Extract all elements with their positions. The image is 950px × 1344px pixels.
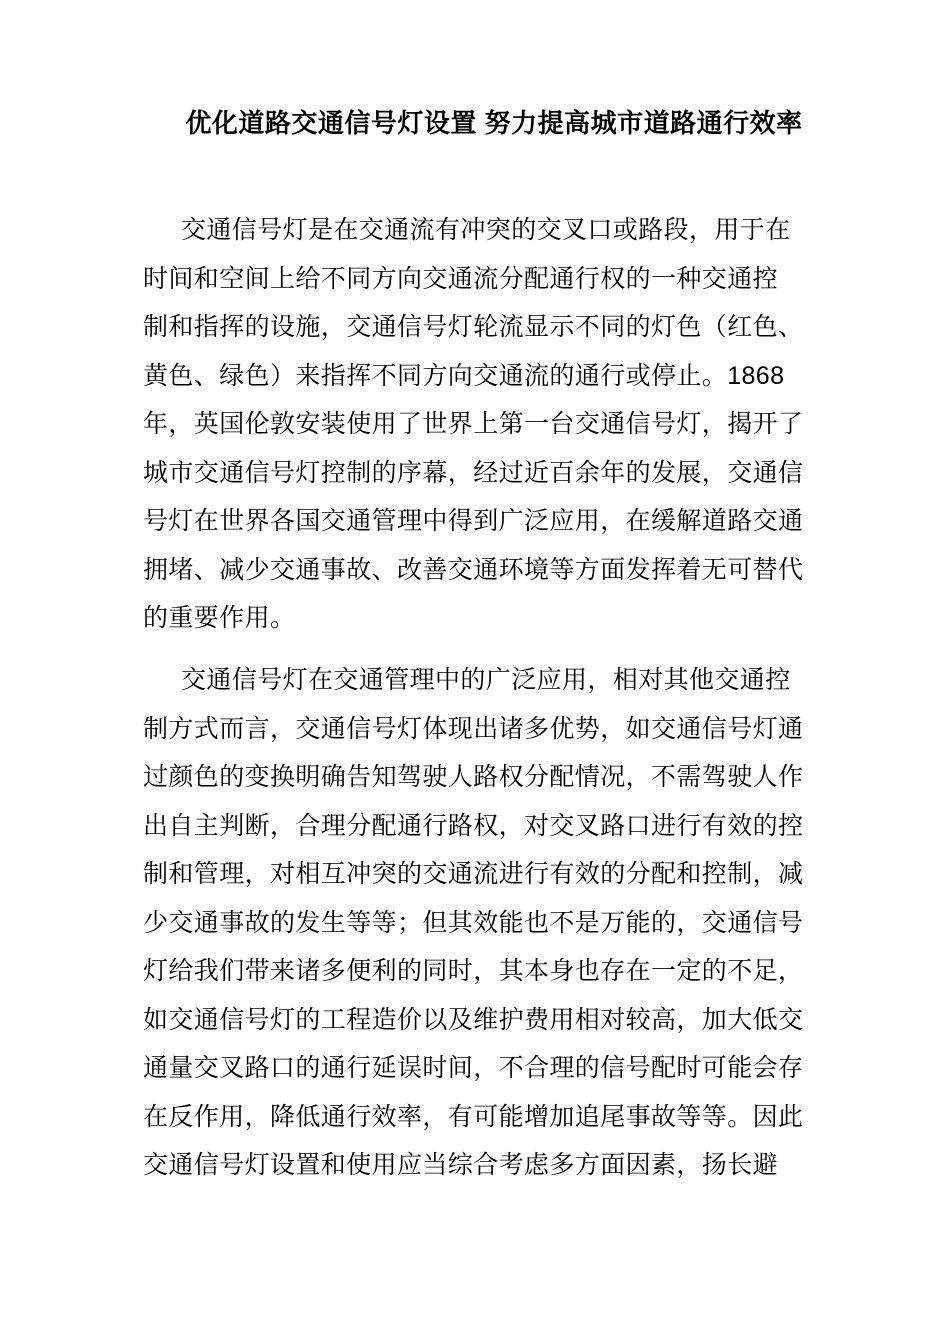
paragraph-line: 制和管理，对相互冲突的交通流进行有效的分配和控制，减 xyxy=(143,860,804,888)
paragraph-line: 少交通事故的发生等等；但其效能也不是万能的，交通信号 xyxy=(143,908,804,937)
paragraph-line: 通量交叉路口的通行延误时间，不合理的信号配时可能会存 xyxy=(143,1054,804,1082)
paragraph-line: 年，英国伦敦安装使用了世界上第一台交通信号灯，揭开了 xyxy=(143,410,804,438)
paragraph-1 xyxy=(143,206,843,643)
paragraph-line: 出自主判断，合理分配通行路权，对交叉路口进行有效的控 xyxy=(143,811,804,840)
paragraph-line: 交通信号灯设置和使用应当综合考虑多方面因素，扬长避 xyxy=(143,1151,779,1179)
paragraph-line: 的重要作用。 xyxy=(143,604,296,632)
paragraph-line: 如交通信号灯的工程造价以及维护费用相对较高，加大低交 xyxy=(143,1005,804,1034)
paragraph-line: 制方式而言，交通信号灯体现出诸多优势，如交通信号灯通 xyxy=(143,714,804,743)
paragraph-line: 交通信号灯在交通管理中的广泛应用，相对其他交通控 xyxy=(181,666,791,694)
paragraph-line: 时间和空间上给不同方向交通流分配通行权的一种交通控 xyxy=(143,264,779,293)
paragraph-line: 制和指挥的设施，交通信号灯轮流显示不同的灯色（红色、 xyxy=(143,313,804,341)
paragraph-line: 过颜色的变换明确告知驾驶人路权分配情况，不需驾驶人作 xyxy=(143,763,804,791)
paragraph-line: 灯给我们带来诸多便利的同时，其本身也存在一定的不足， xyxy=(143,957,804,985)
paragraph-line: 黄色、绿色）来指挥不同方向交通流的通行或停止。1868 xyxy=(143,361,785,390)
paragraph-line: 交通信号灯是在交通流有冲突的交叉口或路段，用于在 xyxy=(181,216,791,244)
paragraph-2 xyxy=(143,656,843,1190)
paragraph-line: 城市交通信号灯控制的序幕，经过近百余年的发展，交通信 xyxy=(143,458,804,487)
paragraph-line: 号灯在世界各国交通管理中得到广泛应用，在缓解道路交通 xyxy=(143,507,804,535)
document-title: 优化道路交通信号灯设置 努力提高城市道路通行效率 xyxy=(185,108,803,138)
paragraph-line: 拥堵、减少交通事故、改善交通环境等方面发挥着无可替代 xyxy=(143,555,804,584)
paragraph-line: 在反作用，降低通行效率，有可能增加追尾事故等等。因此 xyxy=(143,1102,804,1131)
